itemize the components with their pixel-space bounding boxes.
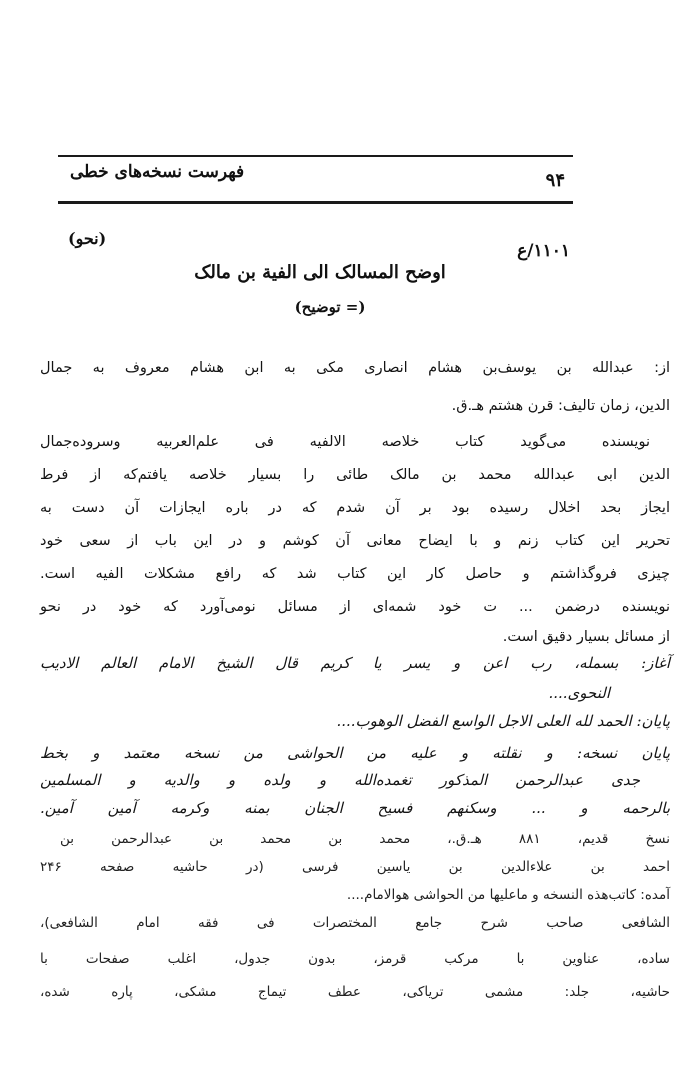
copy-line-2: احمد بن علاءالدین بن یاسین فرسی (در حاشیه صفحه‌ ۲۴۶ — [40, 859, 670, 875]
page-number: ۹۴ — [545, 170, 565, 191]
explicit-line: پایان: الحمد لله العلی الاجل الواسع الفضل الوهوب.... — [336, 712, 670, 730]
entry-subtitle: (= توضیح) — [294, 298, 366, 316]
description-line-1: نویسنده می‌گوید کتاب خلاصه الالفیه فی علم‌العربیه وسروده‌جمال — [40, 434, 650, 450]
copy-line-6: حاشیه، جلد: مشمی تریاکی، عطف تیماج مشکی، پاره شده، — [40, 984, 670, 1000]
entry-number: ۱۱۰۱/ع — [517, 241, 570, 261]
copy-line-3: آمده: کاتب‌هذه النسخه و ماعلیها من الحواشی هوالامام.... — [346, 887, 670, 903]
author-line-1: از: عبدالله بن یوسف‌بن هشام انصاری مکی به ابن هشام معروف به جمال — [40, 360, 670, 376]
entry-title: اوضح المسالک الی الفیة بن مالک — [194, 262, 446, 283]
incipit-line-2: النحوی.... — [548, 684, 610, 702]
running-title: فهرست نسخه‌های خطی — [70, 162, 245, 182]
incipit-line-1: آغاز: بسمله، رب اعن و یسر یا کریم قال الشیخ الامام العالم الادیب — [40, 654, 670, 672]
colophon-line-1: پایان نسخه: و نقلته و علیه من الحواشی من نسخه معتمد و بخط — [40, 744, 670, 762]
description-line-2: الدین ابی عبدالله محمد بن مالک طائی را بسیار خلاصه یافتم‌که از فرط — [40, 467, 670, 483]
description-line-6: نویسنده درضمن ... ت خود شمه‌ای از مسائل نومی‌آورد که خود در نحو — [40, 599, 670, 615]
copy-line-1: نسخ قدیم، ۸۸۱ هـ.ق.، محمد بن محمد بن عبدالرحمن بن — [60, 831, 670, 847]
copy-line-5: ساده، عناوین با مرکب قرمز، بدون جدول، اغلب صفحات با — [40, 951, 670, 967]
colophon-line-3: بالرحمه و ... وسکنهم فسیح الجنان بمنه وکرمه آمین آمین. — [40, 799, 670, 817]
description-line-5: چیزی فروگذاشتم و حاصل کار این کتاب شد که رافع مشکلات الفیه است. — [40, 566, 670, 582]
header-rule-bottom — [58, 201, 573, 204]
description-line-7: از مسائل بسیار دقیق است. — [502, 629, 670, 645]
author-line-2: الدین، زمان تالیف: قرن هشتم هـ.ق. — [451, 398, 670, 414]
subject-label: (نحو) — [68, 229, 107, 248]
description-line-4: تحریر این کتاب زنم و با ایضاح معانی آن کوشم و در این باب از سعی خود — [40, 533, 670, 549]
header-rule-top — [58, 155, 573, 157]
colophon-line-2: جدی عبدالرحمن المذکور تغمده‌الله و ولده و والدیه و المسلمین — [40, 771, 640, 789]
copy-line-4: الشافعی صاحب شرح جامع المختصرات فی فقه امام الشافعی)، — [40, 915, 670, 931]
description-line-3: ایجاز بحد اخلال رسیده بود بر آن شدم که در باره ایجازات آن دست به — [40, 500, 670, 516]
